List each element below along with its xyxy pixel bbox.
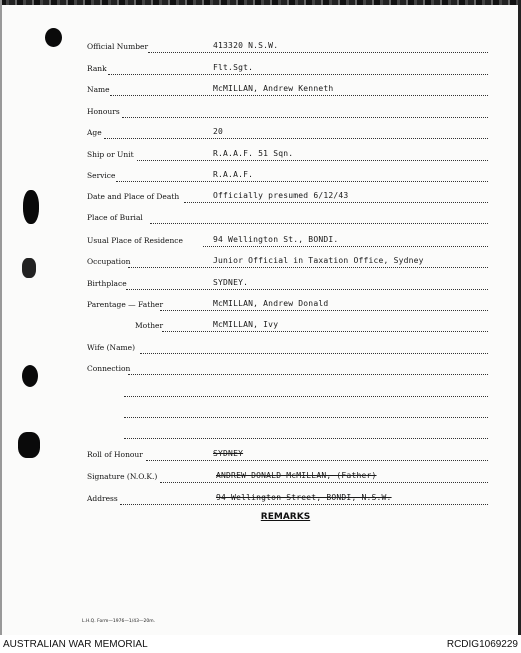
field-value: Officially presumed 6/12/43 (213, 191, 349, 200)
field-value: McMILLAN, Andrew Kenneth (213, 84, 334, 93)
field-value: McMILLAN, Andrew Donald (213, 299, 329, 308)
field-label: Date and Place of Death (87, 192, 180, 201)
footer-record-id: RCDIG1069229 (446, 639, 518, 650)
field-value: Flt.Sgt. (213, 63, 254, 72)
field-label: Signature (N.O.K.) (87, 472, 158, 481)
field-label: Mother (135, 321, 164, 330)
fill-line (116, 179, 488, 182)
field-label: Connection (87, 364, 131, 373)
field-honours (0, 107, 521, 121)
field-rank (0, 64, 521, 78)
field-connection (0, 364, 521, 378)
field-label: Honours (87, 107, 120, 116)
field-value: ANDREW DONALD McMILLAN, (Father) (216, 471, 377, 480)
fill-line (150, 221, 488, 224)
field-wife (0, 343, 521, 357)
field-label: Address (87, 494, 118, 503)
field-value: 20 (213, 127, 224, 136)
field-label: Age (87, 128, 102, 137)
remarks-heading-text: REMARKS (260, 512, 311, 522)
fill-line (148, 50, 488, 53)
fill-line (124, 394, 488, 397)
field-place-of-burial (0, 213, 521, 227)
field-value: Junior Official in Taxation Office, Sydney (213, 256, 424, 265)
fill-line (124, 415, 488, 418)
fill-line (122, 115, 488, 118)
field-value: McMILLAN, Ivy (213, 320, 279, 329)
fill-line (128, 372, 488, 375)
field-label: Official Number (87, 42, 149, 51)
remarks-heading (0, 512, 521, 522)
fill-line (126, 287, 488, 290)
field-occupation (0, 257, 521, 271)
field-name (0, 85, 521, 99)
fill-line (140, 351, 488, 354)
field-birthplace (0, 279, 521, 293)
field-label: Parentage — Father (87, 300, 164, 309)
field-value: 94 Wellington Street, BONDI, N.S.W. (216, 493, 392, 502)
connection-blank-line (0, 407, 521, 421)
field-value: SYDNEY (213, 449, 244, 458)
fill-line (124, 436, 488, 439)
field-label: Ship or Unit (87, 150, 134, 159)
footer-institution: AUSTRALIAN WAR MEMORIAL (3, 639, 148, 650)
fill-line (104, 136, 488, 139)
field-official-number (0, 42, 521, 56)
field-address (0, 494, 521, 508)
field-label: Wife (Name) (87, 343, 136, 352)
field-service (0, 171, 521, 185)
connection-blank-line (0, 386, 521, 400)
field-mother (0, 321, 521, 335)
scan-top-edge (0, 0, 521, 5)
field-label: Usual Place of Residence (87, 236, 183, 245)
fill-line (137, 158, 488, 161)
print-code: L.H.Q. Form—1976—1/43—20m. (82, 619, 156, 624)
field-value: 94 Wellington St., BONDI. (213, 235, 339, 244)
archive-footer (0, 637, 521, 653)
connection-blank-line (0, 428, 521, 442)
field-label: Occupation (87, 257, 131, 266)
field-father (0, 300, 521, 314)
field-value: 413320 N.S.W. (213, 41, 279, 50)
field-label: Rank (87, 64, 107, 73)
field-label: Place of Burial (87, 213, 143, 222)
fill-line (108, 72, 488, 75)
field-label: Name (87, 85, 110, 94)
field-age (0, 128, 521, 142)
field-value: R.A.A.F. (213, 170, 254, 179)
field-value: R.A.A.F. 51 Sqn. (213, 149, 294, 158)
field-usual-residence (0, 236, 521, 250)
field-label: Service (87, 171, 116, 180)
field-ship-or-unit (0, 150, 521, 164)
field-label: Roll of Honour (87, 450, 143, 459)
field-label: Birthplace (87, 279, 127, 288)
field-signature-nok (0, 472, 521, 486)
field-roll-of-honour (0, 450, 521, 464)
field-date-place-of-death (0, 192, 521, 206)
fill-line (146, 458, 488, 461)
fill-line (162, 329, 488, 332)
field-value: SYDNEY. (213, 278, 249, 287)
